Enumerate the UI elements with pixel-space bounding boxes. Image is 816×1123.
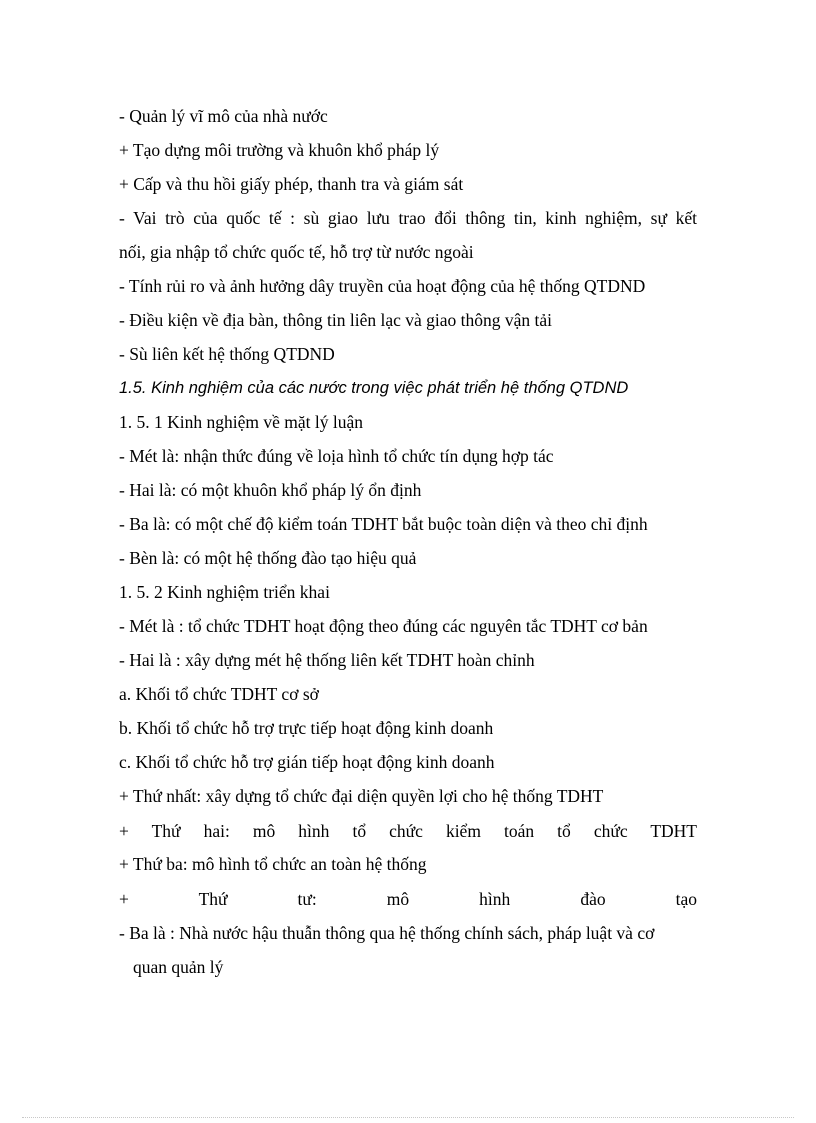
text-line: - Sù liên kết hệ thống QTDND	[119, 344, 335, 364]
text-line: - Bèn là: có một hệ thống đào tạo hiệu quả	[119, 548, 417, 568]
text-line: + Tạo dựng môi trường và khuôn khổ pháp lý	[119, 140, 440, 160]
text-line: + Cấp và thu hồi giấy phép, thanh tra và giám sát	[119, 174, 464, 194]
text-line: - Tính rủi ro và ảnh hưởng dây truyền của hoạt động của hệ thống QTDND	[119, 276, 646, 296]
text-line: - Điều kiện về địa bàn, thông tin liên lạc và giao thông vận tải	[119, 310, 553, 330]
text-line: - Ba là: có một chế độ kiểm toán TDHT bắt buộc toàn diện và theo chỉ định	[119, 514, 648, 534]
text-line: - Mét là: nhận thức đúng về loịa hình tổ chức tín dụng hợp tác	[119, 446, 554, 466]
page-bottom-divider	[22, 1117, 794, 1118]
text-line: + Thứ tư: mô hình đào tạo	[119, 889, 697, 909]
text-line: a. Khối tổ chức TDHT cơ sở	[119, 684, 319, 704]
text-line: - Quản lý vĩ mô của nhà nước	[119, 106, 328, 126]
subsection-heading: 1. 5. 2 Kinh nghiệm triển khai	[119, 582, 330, 602]
text-line: + Thứ ba: mô hình tổ chức an toàn hệ thống	[119, 854, 427, 874]
text-line: c. Khối tổ chức hỗ trợ gián tiếp hoạt động kinh doanh	[119, 752, 495, 772]
text-line: - Hai là : xây dựng mét hệ thống liên kết TDHT hoàn chỉnh	[119, 650, 535, 670]
section-heading: 1.5. Kinh nghiệm của các nước trong việc phát triển hệ thống QTDND	[119, 379, 629, 397]
text-line: + Thứ hai: mô hình tổ chức kiểm toán tổ chức TDHT	[119, 821, 697, 841]
text-line: - Hai là: có một khuôn khổ pháp lý ổn định	[119, 480, 422, 500]
text-line: + Thứ nhất: xây dựng tổ chức đại diện quyền lợi cho hệ thống TDHT	[119, 786, 604, 806]
text-line: - Ba là : Nhà nước hậu thuẫn thông qua hệ thống chính sách, pháp luật và cơ	[119, 923, 655, 943]
text-line: quan quản lý	[133, 957, 224, 977]
text-line: nối, gia nhập tổ chức quốc tế, hỗ trợ từ nước ngoài	[119, 242, 474, 262]
text-line: - Vai trò của quốc tế : sù giao lưu trao đổi thông tin, kinh nghiệm, sự kết	[119, 208, 697, 228]
subsection-heading: 1. 5. 1 Kinh nghiệm về mặt lý luận	[119, 412, 363, 432]
text-line: b. Khối tổ chức hỗ trợ trực tiếp hoạt động kinh doanh	[119, 718, 494, 738]
text-line: - Mét là : tổ chức TDHT hoạt động theo đúng các nguyên tắc TDHT cơ bản	[119, 616, 648, 636]
